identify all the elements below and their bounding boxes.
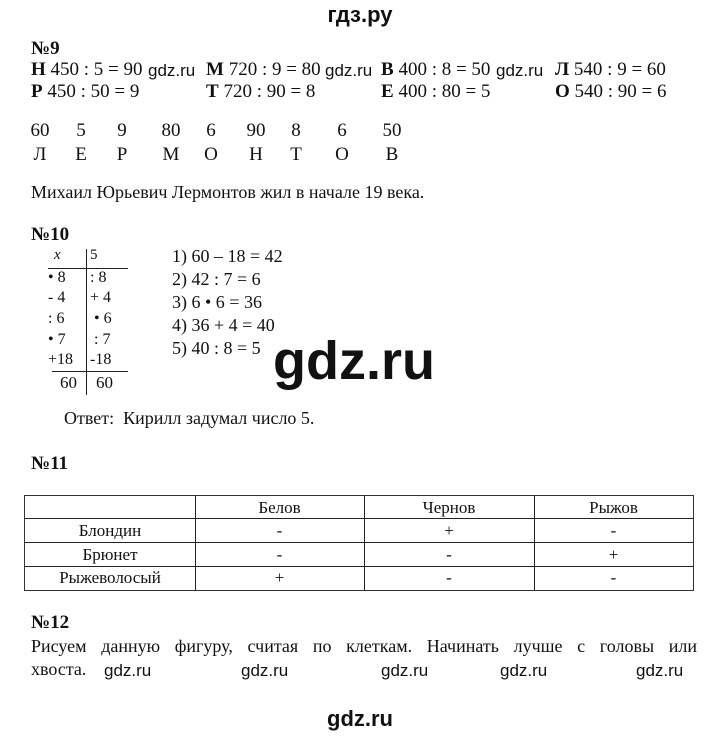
row-header: Блондин bbox=[78, 521, 142, 540]
code-number: 6 bbox=[206, 120, 216, 141]
task-11-title: №11 bbox=[31, 453, 69, 474]
equation: Л 540 : 9 = 60 bbox=[555, 59, 666, 80]
equation: Т 720 : 90 = 8 bbox=[206, 81, 316, 102]
table-row-line bbox=[25, 518, 693, 519]
watermark: gdz.ru bbox=[148, 61, 196, 80]
table-cell: - bbox=[610, 568, 617, 587]
table-row-line bbox=[25, 542, 693, 543]
watermark: gdz.ru bbox=[325, 61, 373, 80]
table-row-line bbox=[25, 566, 693, 567]
code-number: 6 bbox=[337, 120, 347, 141]
table-cell: • 8 bbox=[48, 269, 66, 286]
code-letter: М bbox=[162, 144, 180, 165]
code-letter: О bbox=[204, 144, 218, 165]
task-12-title: №12 bbox=[31, 612, 70, 633]
answer-sentence: Михаил Юрьевич Лермонтов жил в начале 19 века. bbox=[31, 182, 425, 202]
table-cell: : 8 bbox=[90, 269, 107, 286]
task-12-text-line1: Рисуем данную фигуру, считая по клеткам. Начинать лучше с головы или bbox=[31, 636, 697, 656]
solution-step: 5) 40 : 8 = 5 bbox=[172, 338, 261, 358]
task-9-title: №9 bbox=[31, 38, 60, 59]
code-number: 80 bbox=[161, 120, 181, 141]
watermark-large: gdz.ru bbox=[273, 331, 435, 391]
site-title: гдз.ру bbox=[327, 2, 393, 27]
watermark: gdz.ru bbox=[241, 661, 289, 680]
code-number: 90 bbox=[246, 120, 266, 141]
column-header: Белов bbox=[258, 498, 301, 517]
solution-step: 2) 42 : 7 = 6 bbox=[172, 269, 261, 289]
code-letter: О bbox=[335, 144, 349, 165]
watermark: gdz.ru bbox=[500, 661, 548, 680]
code-letter: В bbox=[385, 144, 399, 165]
solution-step: 1) 60 – 18 = 42 bbox=[172, 246, 283, 266]
answer-label: Ответ: bbox=[64, 408, 115, 428]
code-number: 50 bbox=[382, 120, 402, 141]
watermark: gdz.ru bbox=[636, 661, 684, 680]
equation: Н 450 : 5 = 90 bbox=[31, 59, 143, 80]
row-header: Рыжеволосый bbox=[59, 568, 161, 587]
operations-table bbox=[30, 247, 140, 397]
table-total-line bbox=[52, 371, 128, 372]
equation: В 400 : 8 = 50 bbox=[381, 59, 491, 80]
code-letter: Р bbox=[116, 144, 128, 165]
table-cell: - bbox=[446, 568, 452, 587]
code-number: 8 bbox=[291, 120, 301, 141]
table-cell: - bbox=[276, 545, 283, 564]
code-number: 9 bbox=[117, 120, 127, 141]
watermark: gdz.ru bbox=[104, 661, 152, 680]
answer bbox=[64, 408, 314, 429]
table-cell: + bbox=[444, 521, 454, 540]
table-cell: : 6 bbox=[48, 310, 65, 327]
answer-text: Кирилл задумал число 5. bbox=[123, 408, 315, 428]
code-letter: Т bbox=[290, 144, 302, 165]
task-12-text-line2: хвоста. bbox=[31, 659, 87, 679]
solution-step: 4) 36 + 4 = 40 bbox=[172, 315, 275, 335]
table-cell: + bbox=[608, 545, 619, 564]
code-letter: Л bbox=[33, 144, 47, 165]
table-total: 60 bbox=[96, 373, 113, 392]
table-cell: -18 bbox=[90, 351, 112, 368]
equation: Е 400 : 80 = 5 bbox=[381, 81, 491, 102]
table-divider bbox=[86, 249, 87, 395]
logic-table bbox=[24, 495, 694, 591]
column-header: Рыжов bbox=[589, 498, 638, 517]
table-cell: - bbox=[610, 521, 617, 540]
row-header: Брюнет bbox=[82, 545, 138, 564]
code-letter: Н bbox=[249, 144, 263, 165]
table-cell: • 7 bbox=[48, 331, 66, 348]
equation: М 720 : 9 = 80 bbox=[206, 59, 321, 80]
equation: О 540 : 90 = 6 bbox=[555, 81, 667, 102]
table-cell: + bbox=[274, 568, 285, 587]
solution-step: 3) 6 • 6 = 36 bbox=[172, 292, 262, 312]
watermark-footer: gdz.ru bbox=[327, 706, 393, 731]
table-cell: - bbox=[446, 545, 452, 564]
table-head-5: 5 bbox=[90, 247, 98, 263]
table-total: 60 bbox=[60, 373, 77, 392]
task-10-title: №10 bbox=[31, 224, 70, 245]
table-cell: +18 bbox=[48, 351, 74, 368]
table-cell: - bbox=[276, 521, 283, 540]
table-cell: + 4 bbox=[90, 289, 112, 306]
watermark: gdz.ru bbox=[496, 61, 544, 80]
code-number: 60 bbox=[30, 120, 50, 141]
table-cell: • 6 bbox=[94, 310, 112, 327]
code-letter: Е bbox=[75, 144, 87, 165]
watermark: gdz.ru bbox=[381, 661, 429, 680]
table-head-x: x bbox=[54, 247, 61, 263]
column-header: Чернов bbox=[422, 498, 476, 517]
equation: Р 450 : 50 = 9 bbox=[31, 81, 140, 102]
table-cell: : 7 bbox=[94, 331, 111, 348]
table-cell: - 4 bbox=[48, 289, 66, 306]
code-number: 5 bbox=[76, 120, 86, 141]
